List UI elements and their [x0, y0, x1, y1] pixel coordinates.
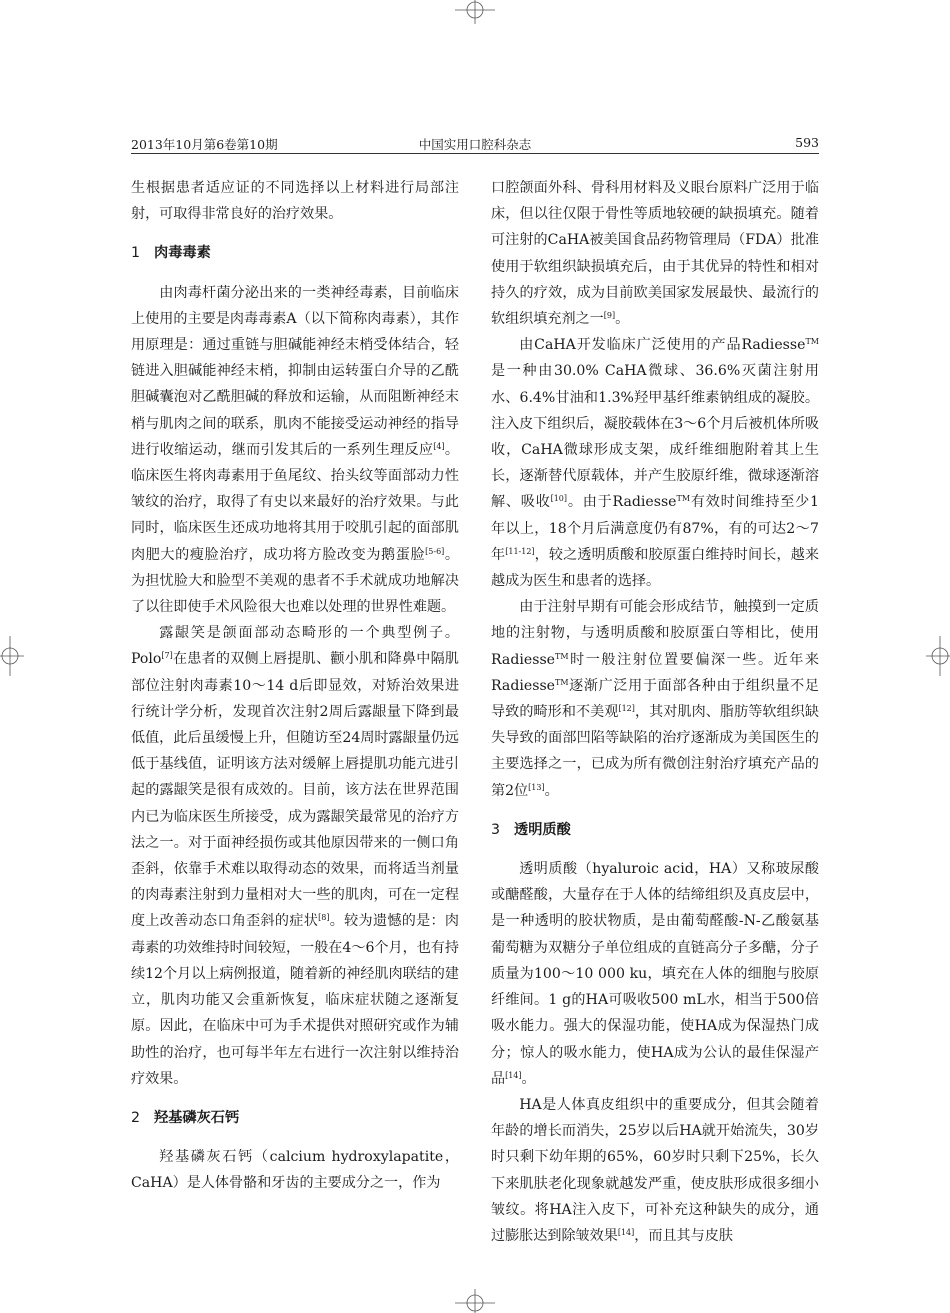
trademark-symbol: TM [676, 494, 691, 504]
section-number: 1 [131, 245, 141, 262]
trademark-symbol: TM [555, 651, 569, 661]
paragraph-continued: 生根据患者适应证的不同选择以上材料进行局部注射，可取得非常良好的治疗效果。 [131, 180, 459, 223]
page-number: 593 [795, 135, 819, 150]
registration-mark-top [455, 0, 495, 24]
citation: [12] [618, 704, 635, 714]
citation: [10] [550, 494, 568, 504]
paragraph: 由CaHA开发临床广泛使用的产品Radiesse™是一种由30.0% CaHA微球、36.6%灭菌注射用水、6.4%甘油和1.3%羟甲基纤维素钠组成的凝胶。注入皮下组织后，凝胶载体在3～6个月后被机体所吸收，CaHA微球形成支架，成纤维细胞附着其上生长，逐渐替代原载体，并产生胶原纤维，微球逐渐溶解、吸收[10]。由于Radiesse™有效时间维持至少1年以上，18个月后满意度仍有87%，有的可达2～7年[11-12]，较之透明质酸和胶原蛋白维持时间长，越来越成为医生和患者的选择。 [491, 337, 820, 590]
section-title: 透明质酸 [514, 821, 571, 838]
paragraph: 羟基磷灰石钙（calcium hydroxylapatite，CaHA）是人体骨骼和牙齿的主要成分之一，作为 [131, 1149, 459, 1192]
paragraph: HA是人体真皮组织中的重要成分，但其会随着年龄的增长而消失，25岁以后HA就开始流失，30岁时只剩下幼年期的65%，60岁时只剩下25%，长久下来肌肤老化现象就越发严重，使皮肤形成很多细小皱纹。将HA注入皮下，可补充这种缺失的成分，通过膨胀达到除皱效果[14]，而且其与皮肤 [491, 1096, 819, 1244]
section-heading-hyaluronic-acid [491, 817, 819, 843]
registration-mark-left [0, 636, 24, 676]
registration-mark-bottom [455, 1289, 495, 1313]
left-column [131, 175, 459, 1197]
paragraph: 由肉毒杆菌分泌出来的一类神经毒素，目前临床上使用的主要是肉毒毒素A（以下简称肉毒素），其作用原理是：通过重链与胆碱能神经末梢受体结合，轻链进入胆碱能神经末梢，抑制由运转蛋白介导的乙酰胆碱囊泡对乙酰胆碱的释放和运输，从而阻断神经末梢与肌肉之间的联系，肌肉不能接受运动神经的指导进行收缩运动，继而引发其后的一系列生理反应[4]。临床医生将肉毒素用于鱼尾纹、抬头纹等面部动力性皱纹的治疗，取得了有史以来最好的治疗效果。与此同时，临床医生还成功地将其用于咬肌引起的面部肌肉肥大的瘦脸治疗，成功将方脸改变为鹅蛋脸[5-6]。为担忧脸大和脸型不美观的患者不手术就成功地解决了以往即使手术风险很大也难以处理的世界性难题。 [131, 284, 460, 616]
trademark-symbol: TM [555, 677, 569, 687]
section-number: 2 [131, 1109, 141, 1126]
section-heading-caha [131, 1105, 459, 1131]
paragraph-continued: 口腔颌面外科、骨科用材料及义眼台原料广泛用于临床，但以往仅限于骨性等质地较硬的缺损填充。随着可注射的CaHA被美国食品药物管理局（FDA）批准使用于软组织缺损填充后，由于其优异的特性和相对持久的疗效，成为目前欧美国家发展最快、最流行的软组织填充剂之一[9]。 [491, 180, 819, 328]
paragraph: 透明质酸（hyaluroic acid，HA）又称玻尿酸或醣醛酸，大量存在于人体的结缔组织及真皮层中，是一种透明的胶状物质，是由葡萄醛酸-N-乙酸氨基葡萄糖为双糖分子单位组成的直链高分子多醣，分子质量为100～10 000 ku，填充在人体的细胞与胶原纤维间。1 g的HA可吸收500 mL水，相当于500倍吸水能力。强大的保湿功能，使HA成为保湿热门成分；惊人的吸水能力，使HA成为公认的最佳保湿产品[14]。 [491, 861, 819, 1087]
citation: [14] [617, 1227, 635, 1237]
paragraph: 露龈笑是颌面部动态畸形的一个典型例子。Polo[7]在患者的双侧上唇提肌、颧小肌和降鼻中隔肌部位注射肉毒素10～14 d后即显效，对矫治效果进行统计学分析，发现首次注射2周后露龈量下降到最低值，此后虽缓慢上升，但随访至24周时露龈量仍远低于基线值，证明该方法对缓解上唇提肌功能亢进引起的露龈笑是很有成效的。目前，该方法在世界范围内已为临床医生所接受，成为露龈笑最常见的治疗方法之一。对于面神经损伤或其他原因带来的一侧口角歪斜，依靠手术难以取得动态的效果，而将适当剂量的肉毒素注射到力量相对大一些的肌肉，可在一定程度上改善动态口角歪斜的症状[8]。较为遗憾的是：肉毒素的功效维持时间较短，一般在4～6个月，也有持续12个月以上病例报道，随着新的神经肌肉联结的建立，肌肉功能又会重新恢复，临床症状随之逐渐复原。因此，在临床中可为手术提供对照研究或作为辅助性的治疗，也可每半年左右进行一次注射以维持治疗效果。 [131, 625, 460, 1087]
running-header [131, 133, 819, 154]
citation: [14] [505, 1070, 522, 1080]
citation: [7] [161, 651, 173, 661]
section-title: 羟基磷灰石钙 [154, 1109, 240, 1126]
right-column [491, 175, 819, 1249]
citation: [5-6] [425, 546, 445, 556]
citation: [8] [318, 913, 330, 923]
journal-issue: 2013年10月第6卷第10期 [131, 137, 278, 152]
citation: [4] [433, 441, 445, 451]
section-number: 3 [491, 821, 501, 838]
paragraph: 由于注射早期有可能会形成结节，触摸到一定质地的注射物，与透明质酸和胶原蛋白等相比，使用Radiesse™时一般注射位置要偏深一些。近年来Radiesse™逐渐广泛用于面部各种由于组织量不足导致的畸形和不美观[12]，其对肌肉、脂肪等软组织缺失导致的面部凹陷等缺陷的治疗逐渐成为美国医生的主要选择之一，已成为所有微创注射治疗填充产品的第2位[13]。 [491, 599, 820, 799]
registration-mark-right [926, 636, 950, 676]
citation: [9] [603, 311, 616, 321]
section-title: 肉毒毒素 [154, 245, 211, 262]
citation: [11-12] [505, 546, 535, 556]
trademark-symbol: TM [805, 337, 819, 347]
citation: [13] [528, 782, 545, 792]
journal-title: 中国实用口腔科杂志 [418, 137, 532, 152]
section-heading-botox [131, 240, 459, 266]
